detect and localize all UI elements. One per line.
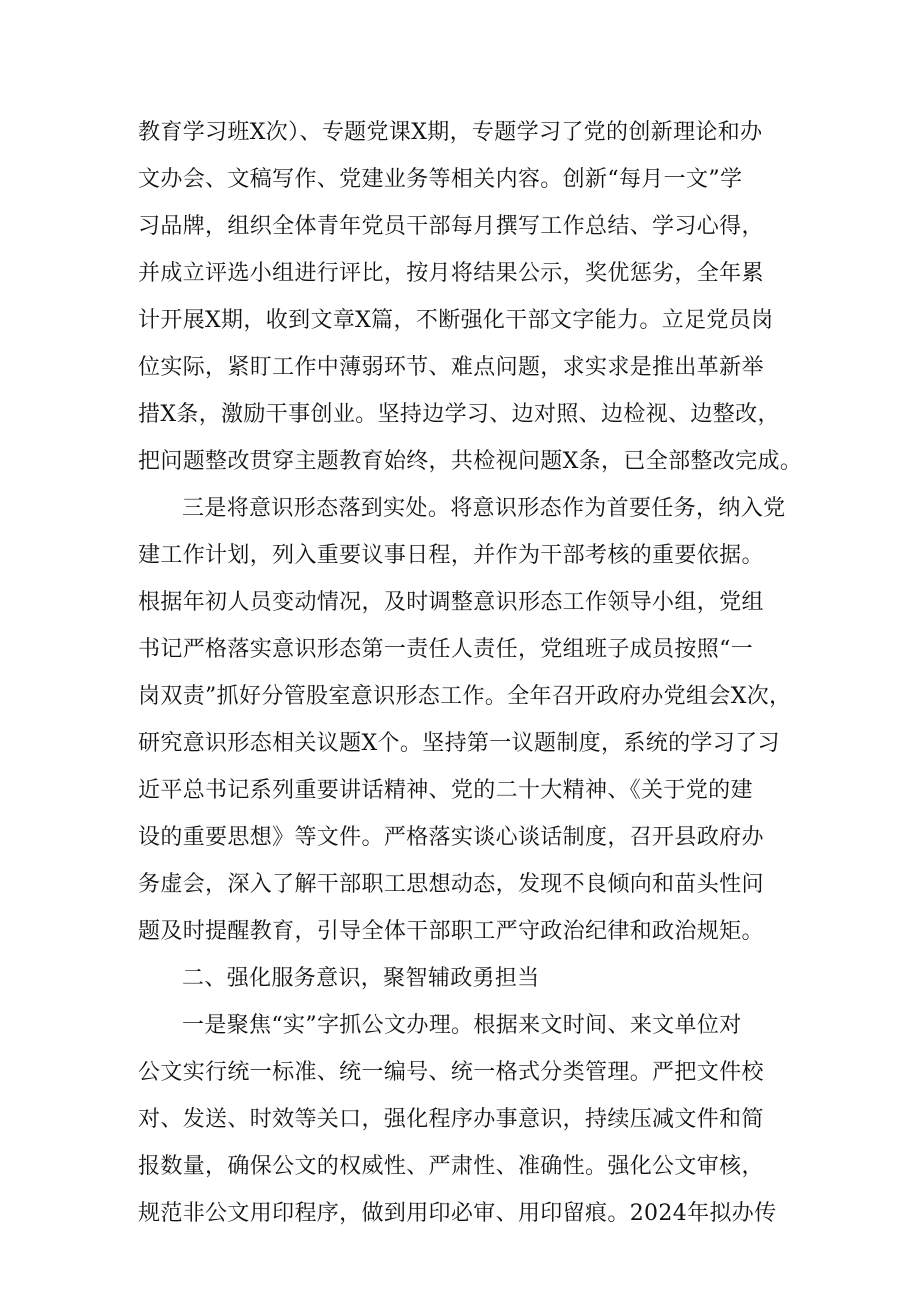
text-line: 设的重要思想》等文件。严格落实谈心谈话制度，召开县政府办	[138, 825, 764, 850]
text-line: 题及时提醒教育，引导全体干部职工严守政治纪律和政治规矩。	[138, 919, 764, 944]
text-line: 根据年初人员变动情况，及时调整意识形态工作领导小组，党组	[138, 590, 764, 615]
text-line: 教育学习班X次）、专题党课X期，专题学习了党的创新理论和办	[138, 120, 763, 145]
text-line: 公文实行统一标准、统一编号、统一格式分类管理。严把文件校	[138, 1060, 764, 1085]
text-line: 规范非公文用印程序，做到用印必审、用印留痕。2024年拟办传	[138, 1201, 777, 1226]
text-line: 报数量，确保公文的权威性、严肃性、准确性。强化公文审核，	[138, 1154, 764, 1179]
text-line: 近平总书记系列重要讲话精神、党的二十大精神、《关于党的建	[138, 778, 753, 803]
section-heading: 二、强化服务意识，聚智辅政勇担当	[182, 966, 540, 991]
text-line: 把问题整改贯穿主题教育始终，共检视问题X条，已全部整改完成。	[138, 449, 803, 474]
paragraph-start-line: 三是将意识形态落到实处。将意识形态作为首要任务，纳入党	[182, 496, 786, 521]
text-line: 习品牌，组织全体青年党员干部每月撰写工作总结、学习心得，	[138, 214, 764, 239]
text-line: 务虚会，深入了解干部职工思想动态，发现不良倾向和苗头性问	[138, 872, 764, 897]
text-line: 书记严格落实意识形态第一责任人责任，党组班子成员按照“一	[138, 637, 754, 662]
text-line: 研究意识形态相关议题X个。坚持第一议题制度，系统的学习了习	[138, 731, 780, 756]
text-line: 对、发送、时效等关口，强化程序办事意识，持续压减文件和简	[138, 1107, 764, 1132]
text-line: 位实际，紧盯工作中薄弱环节、难点问题，求实求是推出革新举	[138, 355, 764, 380]
text-line: 计开展X期，收到文章X篇，不断强化干部文字能力。立足党员岗	[138, 308, 774, 333]
text-line: 并成立评选小组进行评比，按月将结果公示，奖优惩劣，全年累	[138, 261, 764, 286]
text-line: 建工作计划，列入重要议事日程，并作为干部考核的重要依据。	[138, 543, 764, 568]
text-line: 文办会、文稿写作、党建业务等相关内容。创新“每月一文”学	[138, 167, 743, 192]
text-line: 措X条，激励干事创业。坚持边学习、边对照、边检视、边整改，	[138, 402, 780, 427]
text-line: 岗双责”抓好分管股室意识形态工作。全年召开政府办党组会X次，	[138, 684, 792, 709]
paragraph-start-line: 一是聚焦“实”字抓公文办理。根据来文时间、来文单位对	[182, 1013, 742, 1038]
document-body	[138, 109, 803, 1237]
